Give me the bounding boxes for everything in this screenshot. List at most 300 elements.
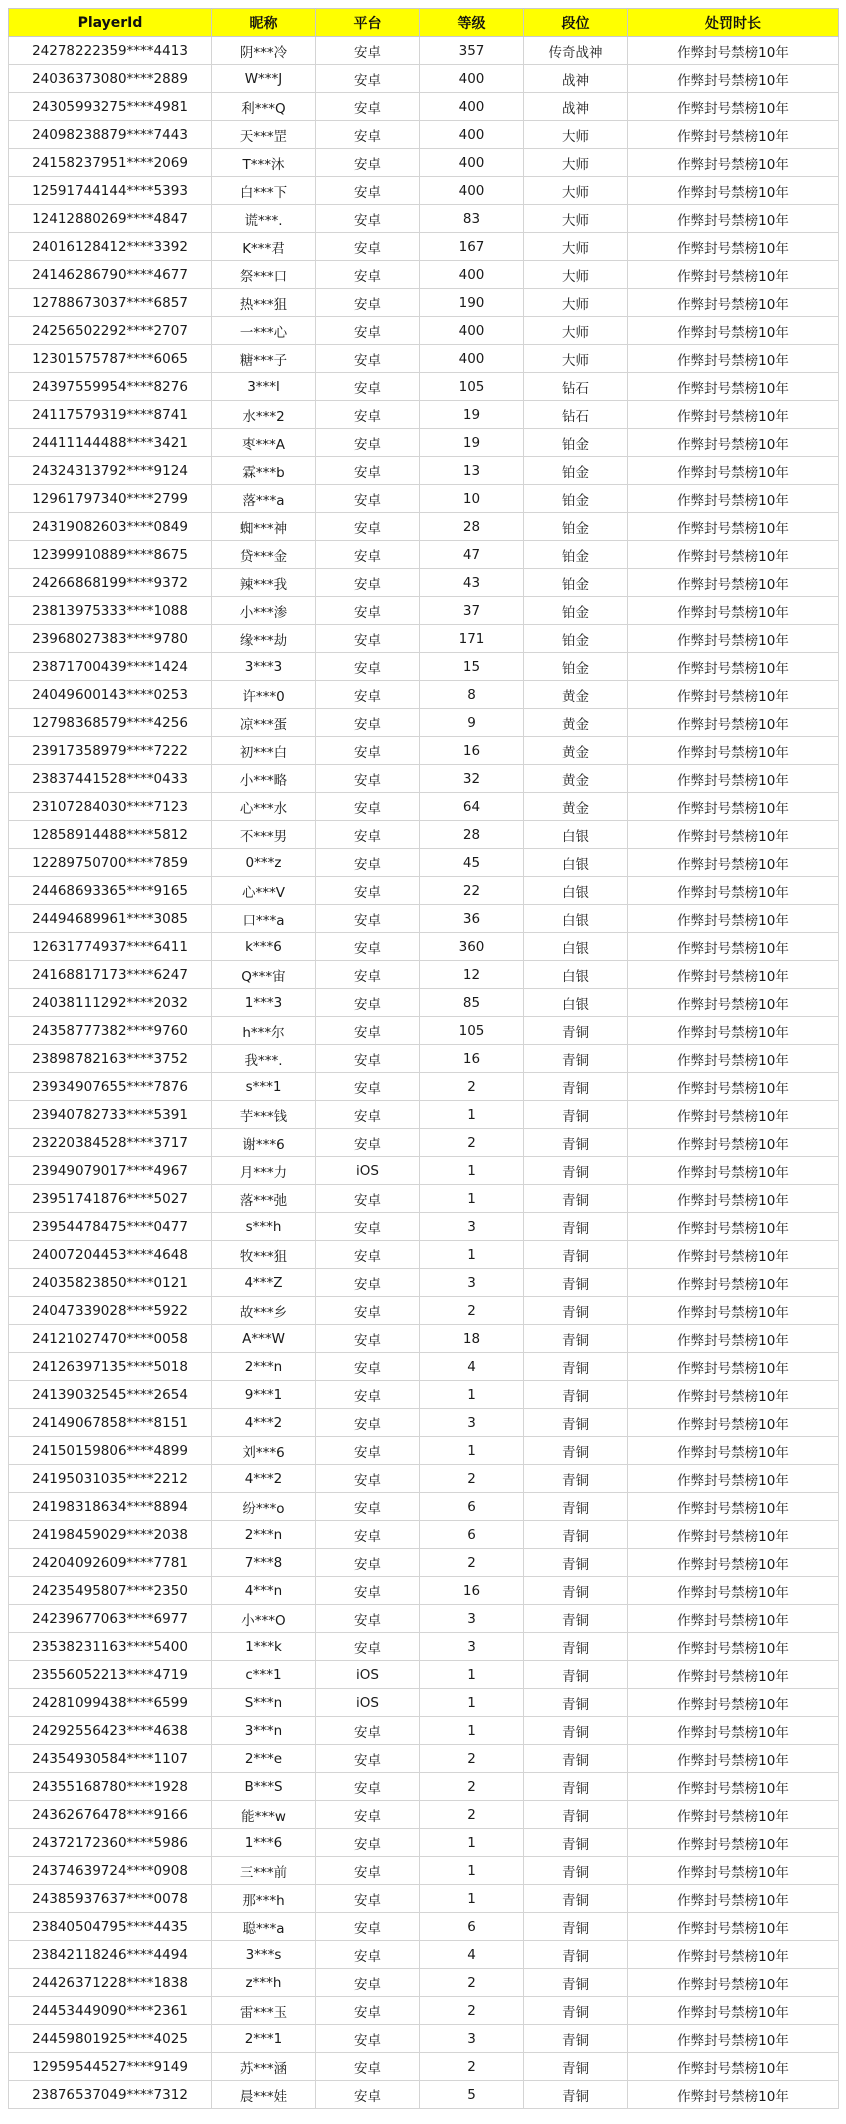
rank-cell: 青铜 bbox=[524, 1549, 628, 1577]
nickname-cell: 许***0 bbox=[212, 681, 316, 709]
player-id-cell: 24278222359****4413 bbox=[9, 37, 212, 65]
level-cell: 360 bbox=[420, 933, 524, 961]
rank-cell: 青铜 bbox=[524, 2081, 628, 2109]
rank-cell: 大师 bbox=[524, 261, 628, 289]
platform-cell: 安卓 bbox=[316, 1045, 420, 1073]
level-cell: 2 bbox=[420, 1073, 524, 1101]
penalty-cell: 作弊封号禁榜10年 bbox=[628, 1997, 839, 2025]
penalty-cell: 作弊封号禁榜10年 bbox=[628, 1717, 839, 1745]
platform-cell: 安卓 bbox=[316, 1185, 420, 1213]
table-row bbox=[9, 1269, 839, 1297]
nickname-cell: 枣***A bbox=[212, 429, 316, 457]
player-id-cell: 24117579319****8741 bbox=[9, 401, 212, 429]
table-row bbox=[9, 401, 839, 429]
table-row bbox=[9, 1745, 839, 1773]
platform-cell: 安卓 bbox=[316, 653, 420, 681]
nickname-cell: K***君 bbox=[212, 233, 316, 261]
nickname-cell: 4***Z bbox=[212, 1269, 316, 1297]
rank-cell: 青铜 bbox=[524, 1297, 628, 1325]
table-row bbox=[9, 765, 839, 793]
player-id-cell: 23220384528****3717 bbox=[9, 1129, 212, 1157]
penalty-cell: 作弊封号禁榜10年 bbox=[628, 1913, 839, 1941]
penalty-cell: 作弊封号禁榜10年 bbox=[628, 93, 839, 121]
player-id-cell: 23917358979****7222 bbox=[9, 737, 212, 765]
rank-cell: 大师 bbox=[524, 345, 628, 373]
penalty-cell: 作弊封号禁榜10年 bbox=[628, 149, 839, 177]
penalty-cell: 作弊封号禁榜10年 bbox=[628, 653, 839, 681]
table-row bbox=[9, 93, 839, 121]
rank-cell: 青铜 bbox=[524, 1213, 628, 1241]
level-cell: 6 bbox=[420, 1913, 524, 1941]
penalty-cell: 作弊封号禁榜10年 bbox=[628, 1941, 839, 1969]
player-id-cell: 24195031035****2212 bbox=[9, 1465, 212, 1493]
level-cell: 3 bbox=[420, 1633, 524, 1661]
level-cell: 1 bbox=[420, 1717, 524, 1745]
platform-cell: 安卓 bbox=[316, 261, 420, 289]
platform-cell: 安卓 bbox=[316, 93, 420, 121]
level-cell: 2 bbox=[420, 1773, 524, 1801]
platform-cell: 安卓 bbox=[316, 1325, 420, 1353]
table-row bbox=[9, 905, 839, 933]
level-cell: 12 bbox=[420, 961, 524, 989]
table-row bbox=[9, 1605, 839, 1633]
player-id-cell: 24354930584****1107 bbox=[9, 1745, 212, 1773]
nickname-cell: 不***男 bbox=[212, 821, 316, 849]
platform-cell: 安卓 bbox=[316, 1549, 420, 1577]
nickname-cell: 缘***劫 bbox=[212, 625, 316, 653]
table-row bbox=[9, 1661, 839, 1689]
penalty-cell: 作弊封号禁榜10年 bbox=[628, 1101, 839, 1129]
platform-cell: 安卓 bbox=[316, 233, 420, 261]
nickname-cell: 2***n bbox=[212, 1353, 316, 1381]
table-row bbox=[9, 961, 839, 989]
rank-cell: 青铜 bbox=[524, 1381, 628, 1409]
player-id-cell: 24411144488****3421 bbox=[9, 429, 212, 457]
table-row bbox=[9, 989, 839, 1017]
rank-cell: 铂金 bbox=[524, 597, 628, 625]
penalty-cell: 作弊封号禁榜10年 bbox=[628, 1689, 839, 1717]
table-row bbox=[9, 1633, 839, 1661]
nickname-cell: 落***a bbox=[212, 485, 316, 513]
penalty-cell: 作弊封号禁榜10年 bbox=[628, 233, 839, 261]
player-id-cell: 12798368579****4256 bbox=[9, 709, 212, 737]
player-id-cell: 23842118246****4494 bbox=[9, 1941, 212, 1969]
platform-cell: 安卓 bbox=[316, 2053, 420, 2081]
penalty-cell: 作弊封号禁榜10年 bbox=[628, 905, 839, 933]
nickname-cell: 阴***冷 bbox=[212, 37, 316, 65]
table-row bbox=[9, 933, 839, 961]
platform-cell: 安卓 bbox=[316, 905, 420, 933]
level-cell: 1 bbox=[420, 1101, 524, 1129]
player-id-cell: 24305993275****4981 bbox=[9, 93, 212, 121]
penalty-cell: 作弊封号禁榜10年 bbox=[628, 933, 839, 961]
table-row bbox=[9, 1829, 839, 1857]
platform-cell: 安卓 bbox=[316, 1381, 420, 1409]
level-cell: 10 bbox=[420, 485, 524, 513]
nickname-cell: 谎***. bbox=[212, 205, 316, 233]
level-cell: 1 bbox=[420, 1857, 524, 1885]
rank-cell: 钻石 bbox=[524, 401, 628, 429]
player-id-cell: 12858914488****5812 bbox=[9, 821, 212, 849]
player-id-cell: 24098238879****7443 bbox=[9, 121, 212, 149]
nickname-cell: 三***前 bbox=[212, 1857, 316, 1885]
level-cell: 36 bbox=[420, 905, 524, 933]
penalty-cell: 作弊封号禁榜10年 bbox=[628, 625, 839, 653]
penalty-cell: 作弊封号禁榜10年 bbox=[628, 1605, 839, 1633]
rank-cell: 铂金 bbox=[524, 625, 628, 653]
platform-cell: 安卓 bbox=[316, 1885, 420, 1913]
rank-cell: 铂金 bbox=[524, 653, 628, 681]
penalty-cell: 作弊封号禁榜10年 bbox=[628, 37, 839, 65]
rank-cell: 青铜 bbox=[524, 1325, 628, 1353]
table-body bbox=[9, 37, 839, 2109]
penalty-cell: 作弊封号禁榜10年 bbox=[628, 1157, 839, 1185]
penalty-cell: 作弊封号禁榜10年 bbox=[628, 541, 839, 569]
level-cell: 22 bbox=[420, 877, 524, 905]
penalty-cell: 作弊封号禁榜10年 bbox=[628, 1073, 839, 1101]
platform-cell: 安卓 bbox=[316, 457, 420, 485]
penalty-cell: 作弊封号禁榜10年 bbox=[628, 1661, 839, 1689]
header-row bbox=[9, 9, 839, 37]
player-id-cell: 24235495807****2350 bbox=[9, 1577, 212, 1605]
player-id-cell: 24038111292****2032 bbox=[9, 989, 212, 1017]
penalty-cell: 作弊封号禁榜10年 bbox=[628, 345, 839, 373]
penalty-cell: 作弊封号禁榜10年 bbox=[628, 457, 839, 485]
rank-cell: 青铜 bbox=[524, 1773, 628, 1801]
level-cell: 4 bbox=[420, 1941, 524, 1969]
level-cell: 64 bbox=[420, 793, 524, 821]
level-cell: 28 bbox=[420, 513, 524, 541]
table-row bbox=[9, 1465, 839, 1493]
rank-cell: 白银 bbox=[524, 989, 628, 1017]
platform-cell: 安卓 bbox=[316, 121, 420, 149]
rank-cell: 白银 bbox=[524, 961, 628, 989]
platform-cell: 安卓 bbox=[316, 933, 420, 961]
penalty-cell: 作弊封号禁榜10年 bbox=[628, 1129, 839, 1157]
penalty-cell: 作弊封号禁榜10年 bbox=[628, 1325, 839, 1353]
player-id-cell: 24149067858****8151 bbox=[9, 1409, 212, 1437]
level-cell: 1 bbox=[420, 1185, 524, 1213]
player-id-cell: 23934907655****7876 bbox=[9, 1073, 212, 1101]
player-id-cell: 12301575787****6065 bbox=[9, 345, 212, 373]
platform-cell: 安卓 bbox=[316, 1213, 420, 1241]
penalty-cell: 作弊封号禁榜10年 bbox=[628, 373, 839, 401]
penalty-cell: 作弊封号禁榜10年 bbox=[628, 1045, 839, 1073]
player-id-cell: 12399910889****8675 bbox=[9, 541, 212, 569]
rank-cell: 青铜 bbox=[524, 1801, 628, 1829]
penalty-cell: 作弊封号禁榜10年 bbox=[628, 1185, 839, 1213]
penalty-cell: 作弊封号禁榜10年 bbox=[628, 681, 839, 709]
header-rank: 段位 bbox=[524, 9, 628, 37]
nickname-cell: 3***3 bbox=[212, 653, 316, 681]
header-player-id: PlayerId bbox=[9, 9, 212, 37]
level-cell: 2 bbox=[420, 1297, 524, 1325]
table-row bbox=[9, 1213, 839, 1241]
table-row bbox=[9, 1549, 839, 1577]
table-row bbox=[9, 261, 839, 289]
level-cell: 8 bbox=[420, 681, 524, 709]
level-cell: 190 bbox=[420, 289, 524, 317]
player-id-cell: 23954478475****0477 bbox=[9, 1213, 212, 1241]
penalty-cell: 作弊封号禁榜10年 bbox=[628, 1773, 839, 1801]
nickname-cell: 小***O bbox=[212, 1605, 316, 1633]
nickname-cell: 1***3 bbox=[212, 989, 316, 1017]
nickname-cell: 牧***狙 bbox=[212, 1241, 316, 1269]
level-cell: 32 bbox=[420, 765, 524, 793]
penalty-cell: 作弊封号禁榜10年 bbox=[628, 485, 839, 513]
header-penalty: 处罚时长 bbox=[628, 9, 839, 37]
header-level: 等级 bbox=[420, 9, 524, 37]
player-id-cell: 24374639724****0908 bbox=[9, 1857, 212, 1885]
rank-cell: 战神 bbox=[524, 65, 628, 93]
rank-cell: 铂金 bbox=[524, 457, 628, 485]
platform-cell: 安卓 bbox=[316, 1297, 420, 1325]
rank-cell: 大师 bbox=[524, 233, 628, 261]
rank-cell: 青铜 bbox=[524, 2053, 628, 2081]
level-cell: 400 bbox=[420, 121, 524, 149]
table-row bbox=[9, 597, 839, 625]
table-row bbox=[9, 1101, 839, 1129]
nickname-cell: 能***w bbox=[212, 1801, 316, 1829]
platform-cell: 安卓 bbox=[316, 317, 420, 345]
nickname-cell: 天***罡 bbox=[212, 121, 316, 149]
penalty-cell: 作弊封号禁榜10年 bbox=[628, 2081, 839, 2109]
rank-cell: 战神 bbox=[524, 93, 628, 121]
player-id-cell: 24239677063****6977 bbox=[9, 1605, 212, 1633]
player-id-cell: 24362676478****9166 bbox=[9, 1801, 212, 1829]
player-id-cell: 24426371228****1838 bbox=[9, 1969, 212, 1997]
table-row bbox=[9, 513, 839, 541]
player-id-cell: 24324313792****9124 bbox=[9, 457, 212, 485]
level-cell: 28 bbox=[420, 821, 524, 849]
level-cell: 171 bbox=[420, 625, 524, 653]
player-id-cell: 24358777382****9760 bbox=[9, 1017, 212, 1045]
player-id-cell: 24256502292****2707 bbox=[9, 317, 212, 345]
platform-cell: 安卓 bbox=[316, 1941, 420, 1969]
penalty-cell: 作弊封号禁榜10年 bbox=[628, 1885, 839, 1913]
nickname-cell: 水***2 bbox=[212, 401, 316, 429]
player-id-cell: 24459801925****4025 bbox=[9, 2025, 212, 2053]
platform-cell: 安卓 bbox=[316, 1801, 420, 1829]
nickname-cell: 我***. bbox=[212, 1045, 316, 1073]
rank-cell: 黄金 bbox=[524, 681, 628, 709]
table-row bbox=[9, 569, 839, 597]
rank-cell: 青铜 bbox=[524, 1353, 628, 1381]
platform-cell: 安卓 bbox=[316, 765, 420, 793]
level-cell: 6 bbox=[420, 1493, 524, 1521]
nickname-cell: 刘***6 bbox=[212, 1437, 316, 1465]
platform-cell: 安卓 bbox=[316, 877, 420, 905]
level-cell: 16 bbox=[420, 1045, 524, 1073]
rank-cell: 青铜 bbox=[524, 1045, 628, 1073]
nickname-cell: 白***下 bbox=[212, 177, 316, 205]
player-id-cell: 24007204453****4648 bbox=[9, 1241, 212, 1269]
nickname-cell: T***沐 bbox=[212, 149, 316, 177]
level-cell: 400 bbox=[420, 65, 524, 93]
platform-cell: 安卓 bbox=[316, 149, 420, 177]
table-row bbox=[9, 1885, 839, 1913]
table-row bbox=[9, 2053, 839, 2081]
table-row bbox=[9, 1493, 839, 1521]
penalty-cell: 作弊封号禁榜10年 bbox=[628, 1437, 839, 1465]
rank-cell: 青铜 bbox=[524, 1409, 628, 1437]
platform-cell: 安卓 bbox=[316, 1829, 420, 1857]
nickname-cell: c***1 bbox=[212, 1661, 316, 1689]
table-row bbox=[9, 1969, 839, 1997]
level-cell: 400 bbox=[420, 177, 524, 205]
rank-cell: 青铜 bbox=[524, 1717, 628, 1745]
rank-cell: 大师 bbox=[524, 121, 628, 149]
nickname-cell: 一***心 bbox=[212, 317, 316, 345]
rank-cell: 青铜 bbox=[524, 1465, 628, 1493]
rank-cell: 黄金 bbox=[524, 737, 628, 765]
level-cell: 9 bbox=[420, 709, 524, 737]
level-cell: 400 bbox=[420, 149, 524, 177]
platform-cell: 安卓 bbox=[316, 485, 420, 513]
nickname-cell: s***h bbox=[212, 1213, 316, 1241]
nickname-cell: 2***1 bbox=[212, 2025, 316, 2053]
penalty-cell: 作弊封号禁榜10年 bbox=[628, 513, 839, 541]
rank-cell: 铂金 bbox=[524, 485, 628, 513]
platform-cell: 安卓 bbox=[316, 597, 420, 625]
table-row bbox=[9, 681, 839, 709]
penalty-cell: 作弊封号禁榜10年 bbox=[628, 1297, 839, 1325]
platform-cell: 安卓 bbox=[316, 2081, 420, 2109]
rank-cell: 青铜 bbox=[524, 1129, 628, 1157]
platform-cell: iOS bbox=[316, 1157, 420, 1185]
player-id-cell: 23840504795****4435 bbox=[9, 1913, 212, 1941]
platform-cell: 安卓 bbox=[316, 65, 420, 93]
rank-cell: 青铜 bbox=[524, 1073, 628, 1101]
table-row bbox=[9, 849, 839, 877]
nickname-cell: 初***白 bbox=[212, 737, 316, 765]
penalty-cell: 作弊封号禁榜10年 bbox=[628, 429, 839, 457]
penalty-cell: 作弊封号禁榜10年 bbox=[628, 1969, 839, 1997]
player-id-cell: 23898782163****3752 bbox=[9, 1045, 212, 1073]
platform-cell: 安卓 bbox=[316, 961, 420, 989]
table-row bbox=[9, 177, 839, 205]
nickname-cell: 3***n bbox=[212, 1717, 316, 1745]
nickname-cell: 1***k bbox=[212, 1633, 316, 1661]
nickname-cell: A***W bbox=[212, 1325, 316, 1353]
level-cell: 1 bbox=[420, 1381, 524, 1409]
level-cell: 2 bbox=[420, 1549, 524, 1577]
level-cell: 105 bbox=[420, 373, 524, 401]
platform-cell: 安卓 bbox=[316, 1101, 420, 1129]
level-cell: 1 bbox=[420, 1241, 524, 1269]
level-cell: 1 bbox=[420, 1689, 524, 1717]
nickname-cell: 糖***子 bbox=[212, 345, 316, 373]
nickname-cell: 0***z bbox=[212, 849, 316, 877]
rank-cell: 青铜 bbox=[524, 1185, 628, 1213]
rank-cell: 青铜 bbox=[524, 1969, 628, 1997]
rank-cell: 青铜 bbox=[524, 1633, 628, 1661]
player-id-cell: 24266868199****9372 bbox=[9, 569, 212, 597]
rank-cell: 黄金 bbox=[524, 709, 628, 737]
nickname-cell: 霖***b bbox=[212, 457, 316, 485]
table-row bbox=[9, 653, 839, 681]
level-cell: 2 bbox=[420, 1745, 524, 1773]
player-id-cell: 12289750700****7859 bbox=[9, 849, 212, 877]
table-row bbox=[9, 289, 839, 317]
table-row bbox=[9, 1045, 839, 1073]
rank-cell: 黄金 bbox=[524, 765, 628, 793]
nickname-cell: 辣***我 bbox=[212, 569, 316, 597]
player-id-cell: 24198459029****2038 bbox=[9, 1521, 212, 1549]
platform-cell: 安卓 bbox=[316, 1353, 420, 1381]
platform-cell: 安卓 bbox=[316, 737, 420, 765]
table-row bbox=[9, 1521, 839, 1549]
level-cell: 1 bbox=[420, 1437, 524, 1465]
platform-cell: 安卓 bbox=[316, 1241, 420, 1269]
table-row bbox=[9, 1185, 839, 1213]
rank-cell: 白银 bbox=[524, 821, 628, 849]
penalty-cell: 作弊封号禁榜10年 bbox=[628, 2053, 839, 2081]
platform-cell: 安卓 bbox=[316, 1465, 420, 1493]
rank-cell: 白银 bbox=[524, 849, 628, 877]
player-id-cell: 24204092609****7781 bbox=[9, 1549, 212, 1577]
rank-cell: 青铜 bbox=[524, 1241, 628, 1269]
table-row bbox=[9, 65, 839, 93]
platform-cell: 安卓 bbox=[316, 1409, 420, 1437]
nickname-cell: h***尔 bbox=[212, 1017, 316, 1045]
penalty-cell: 作弊封号禁榜10年 bbox=[628, 1801, 839, 1829]
platform-cell: 安卓 bbox=[316, 541, 420, 569]
platform-cell: 安卓 bbox=[316, 289, 420, 317]
nickname-cell: 心***水 bbox=[212, 793, 316, 821]
nickname-cell: 祭***口 bbox=[212, 261, 316, 289]
player-id-cell: 24049600143****0253 bbox=[9, 681, 212, 709]
table-row bbox=[9, 1941, 839, 1969]
player-id-cell: 12961797340****2799 bbox=[9, 485, 212, 513]
platform-cell: 安卓 bbox=[316, 1857, 420, 1885]
nickname-cell: 纷***o bbox=[212, 1493, 316, 1521]
penalty-cell: 作弊封号禁榜10年 bbox=[628, 1577, 839, 1605]
table-row bbox=[9, 1801, 839, 1829]
level-cell: 400 bbox=[420, 261, 524, 289]
player-id-cell: 24355168780****1928 bbox=[9, 1773, 212, 1801]
rank-cell: 青铜 bbox=[524, 1101, 628, 1129]
player-id-cell: 24198318634****8894 bbox=[9, 1493, 212, 1521]
penalty-cell: 作弊封号禁榜10年 bbox=[628, 961, 839, 989]
table-row bbox=[9, 457, 839, 485]
level-cell: 3 bbox=[420, 1213, 524, 1241]
penalty-cell: 作弊封号禁榜10年 bbox=[628, 1633, 839, 1661]
rank-cell: 青铜 bbox=[524, 1885, 628, 1913]
nickname-cell: 故***乡 bbox=[212, 1297, 316, 1325]
table-row bbox=[9, 1241, 839, 1269]
player-id-cell: 24494689961****3085 bbox=[9, 905, 212, 933]
penalty-cell: 作弊封号禁榜10年 bbox=[628, 1241, 839, 1269]
level-cell: 5 bbox=[420, 2081, 524, 2109]
penalty-cell: 作弊封号禁榜10年 bbox=[628, 989, 839, 1017]
header-platform: 平台 bbox=[316, 9, 420, 37]
nickname-cell: 小***略 bbox=[212, 765, 316, 793]
player-id-cell: 23813975333****1088 bbox=[9, 597, 212, 625]
nickname-cell: 小***渗 bbox=[212, 597, 316, 625]
table-row bbox=[9, 1997, 839, 2025]
nickname-cell: Q***宙 bbox=[212, 961, 316, 989]
player-id-cell: 12412880269****4847 bbox=[9, 205, 212, 233]
platform-cell: 安卓 bbox=[316, 1773, 420, 1801]
nickname-cell: 口***a bbox=[212, 905, 316, 933]
player-id-cell: 23968027383****9780 bbox=[9, 625, 212, 653]
rank-cell: 青铜 bbox=[524, 1577, 628, 1605]
nickname-cell: 2***n bbox=[212, 1521, 316, 1549]
platform-cell: 安卓 bbox=[316, 709, 420, 737]
level-cell: 16 bbox=[420, 1577, 524, 1605]
nickname-cell: 雷***玉 bbox=[212, 1997, 316, 2025]
